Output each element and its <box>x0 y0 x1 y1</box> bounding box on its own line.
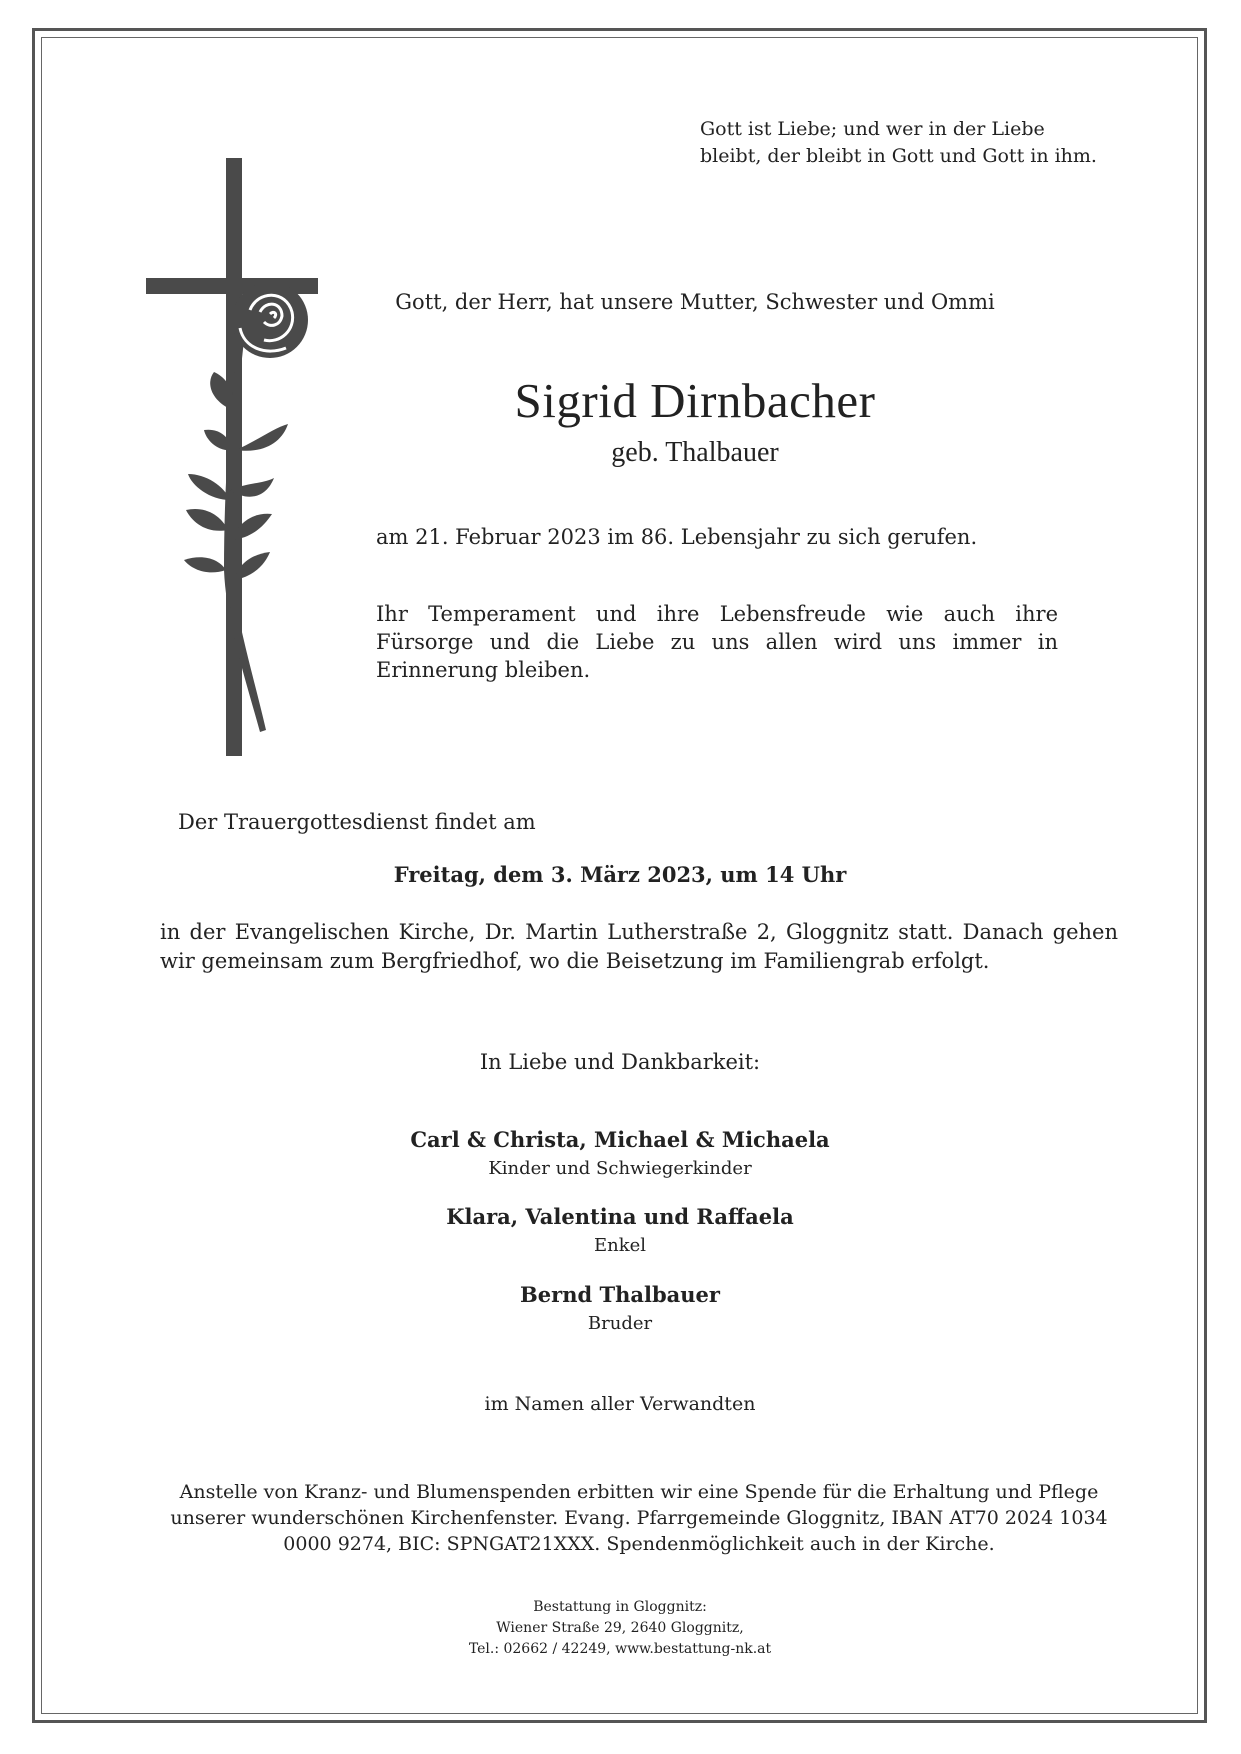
memory-text: Ihr Temperament und ihre Lebensfreude wie auch ihre Fürsorge und die Liebe zu uns allen wird uns immer in Erinnerung bleiben. <box>376 602 1058 682</box>
mourner-relation: Enkel <box>593 1235 647 1256</box>
bible-verse <box>700 116 1120 170</box>
mourner-names: Klara, Valentina und Raffaela <box>446 1204 794 1229</box>
donation-request <box>160 1479 1118 1557</box>
undertaker-info <box>140 1597 1100 1660</box>
relatives-note: im Namen aller Verwandten <box>484 1393 756 1415</box>
intro-text: Gott, der Herr, hat unsere Mutter, Schwester und Ommi <box>395 290 995 314</box>
mourner-names: Carl & Christa, Michael & Michaela <box>410 1127 830 1152</box>
undertaker-line-2: Wiener Straße 29, 2640 Gloggnitz, <box>496 1620 744 1636</box>
service-place: in der Evangelischen Kirche, Dr. Martin Lutherstraße 2, Gloggnitz statt. Danach gehen wir gemeinsam zum Bergfriedhof, wo die Beisetzung im Familiengrab erfolgt. <box>160 920 1118 973</box>
donation-line-1: Anstelle von Kranz- und Blumenspenden erbitten wir eine Spende für die Erhaltung und Pflege <box>179 1481 1099 1503</box>
mourner-names: Bernd Thalbauer <box>520 1282 720 1307</box>
mourner-relation: Kinder und Schwiegerkinder <box>488 1158 752 1179</box>
undertaker-line-1: Bestattung in Gloggnitz: <box>533 1599 707 1615</box>
donation-line-3: 0000 9274, BIC: SPNGAT21XXX. Spendenmöglichkeit auch in der Kirche. <box>283 1533 995 1555</box>
donation-line-2: unserer wunderschönen Kirchenfenster. Evang. Pfarrgemeinde Gloggnitz, IBAN AT70 2024 1034 <box>170 1507 1108 1529</box>
bible-verse-line-2: bleibt, der bleibt in Gott und Gott in ihm. <box>700 145 1097 167</box>
mourner-relation: Bruder <box>587 1313 653 1334</box>
service-date: Freitag, dem 3. März 2023, um 14 Uhr <box>393 862 847 887</box>
deceased-name: Sigrid Dirnbacher <box>514 373 876 428</box>
service-intro: Der Trauergottesdienst findet am <box>178 810 536 834</box>
undertaker-line-3: Tel.: 02662 / 42249, www.bestattung-nk.at <box>468 1641 772 1657</box>
death-statement: am 21. Februar 2023 im 86. Lebensjahr zu sich gerufen. <box>376 525 978 549</box>
bible-verse-line-1: Gott ist Liebe; und wer in der Liebe <box>700 118 1045 140</box>
birth-name: geb. Thalbauer <box>611 437 779 468</box>
cross-with-rose-icon <box>140 150 320 760</box>
thanks-text: In Liebe und Dankbarkeit: <box>479 1050 761 1074</box>
